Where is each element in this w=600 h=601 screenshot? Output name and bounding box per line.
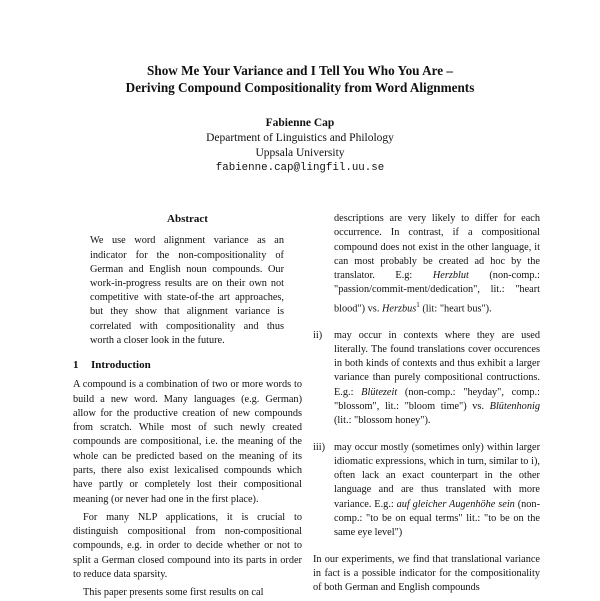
- list-marker-ii: ii): [313, 329, 323, 341]
- section-heading-introduction: [73, 358, 302, 372]
- intro-paragraph-2: For many NLP applications, it is crucial to distinguish compositional from non-compositional compounds, e.g. in order to decide whether or not to split a German closed compound into its parts in order to reduce data sparsity.: [73, 511, 302, 581]
- author-name: Fabienne Cap: [265, 117, 335, 129]
- example-augenhoehe: auf gleicher Augenhöhe sein: [396, 498, 515, 510]
- title-line-1: Show Me Your Variance and I Tell You Who You Are –: [147, 63, 453, 78]
- author-email: fabienne.cap@lingfil.uu.se: [215, 162, 385, 174]
- example-bluetezeit: Blütezeit: [361, 386, 398, 398]
- affiliation-department: Department of Linguistics and Philology: [206, 132, 394, 144]
- section-number: 1: [73, 358, 79, 371]
- list-item-i-text: descriptions are very likely to differ for each occurrence. In contrast, if a compositional compound does not exist in the other language, it can most probably be created ad hoc by the translator. E.g: Herzblut (non-comp.: "passion/commit-ment/dedication", lit.: "heart blood") vs. Herzbus$^1$ (lit: "heart bus").: [334, 213, 540, 315]
- list-item-iii-text: may occur mostly (sometimes only) within larger idiomatic expressions, which in turn, similar to i), often lack an exact counterpart in the other language and are thus translated with more variance. E.g.: auf gleicher Augenhöhe sein (non-comp.: "to be on equal terms" lit.: "to be on the same eye level"): [334, 441, 540, 539]
- affiliation-university: Uppsala University: [255, 147, 345, 159]
- intro-paragraph-3: This paper presents some first results on cal: [83, 587, 264, 599]
- author-block: [100, 116, 500, 176]
- example-bluetenhonig: Blütenhonig: [489, 400, 540, 412]
- example-herzbus: Herzbus: [381, 303, 417, 315]
- section-title: Introduction: [91, 358, 151, 371]
- list-item-iii: [313, 441, 540, 541]
- right-column: [313, 212, 540, 596]
- left-column: [73, 212, 302, 601]
- list-item-i-continuation: [313, 212, 540, 317]
- intro-paragraph-1: A compound is a combination of two or more words to build a new word. Many languages (e.g. German) allow for the productive creation of new compounds from scratch. While most of such newly created compounds are compositional, i.e. the meaning of the whole can be predicted based on the meaning of its parts, there also exist lexicalised compounds which have partly or completely lost their compositional meaning (or never had one in the first place).: [73, 379, 302, 505]
- title-line-2: Deriving Compound Compositionality from Word Alignments: [125, 80, 475, 95]
- experiments-paragraph: In our experiments, we find that translational variance in fact is a possible indicator for the compositionality of both German and English compounds: [313, 553, 540, 594]
- abstract-text: We use word alignment variance as an indicator for the non-compositionality of German and English noun compounds. Our work-in-progress results are on their own not competitive with state-of-the art approaches, but they show that alignment variance is correlated with compositionality and thus worth a closer look in the future.: [90, 235, 284, 346]
- example-herzblut: Herzblut: [432, 270, 469, 282]
- list-marker-iii: iii): [313, 441, 326, 453]
- footnote-marker[interactable]: 1: [416, 300, 420, 309]
- paper-title: [60, 62, 540, 96]
- list-item-ii: [313, 329, 540, 429]
- list-item-ii-text: may occur in contexts where they are used literally. The found translations cover occurences in both kinds of contexts and thus exhibit a larger variance than purely compositional contructions. E.g.: Blütezeit (non-comp.: "heyday", comp.: "blossom", lit.: "bloom time") vs. Blütenhonig (lit.: "blossom honey").: [334, 329, 540, 427]
- abstract-heading: Abstract: [167, 213, 208, 225]
